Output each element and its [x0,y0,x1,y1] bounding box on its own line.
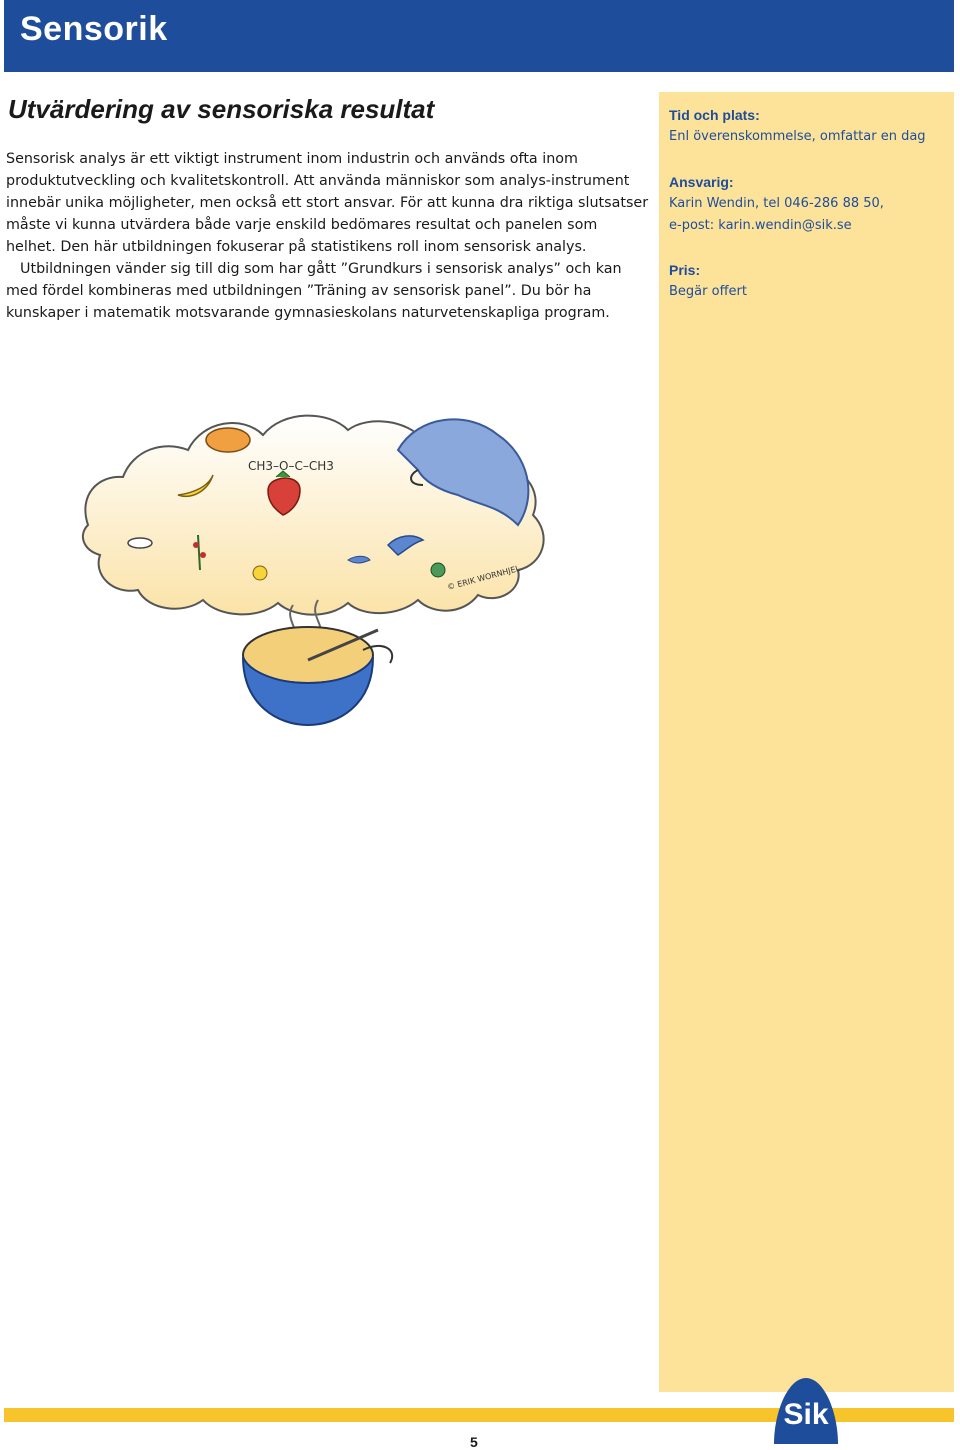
artist-signature: © ERIK WORNHJEL [446,563,521,592]
responsible-block [669,171,884,237]
info-sidebar [659,92,954,1392]
time-place-block [669,104,926,148]
section-heading: Utvärdering av sensoriska resultat [8,94,435,124]
responsible-contact: Karin Wendin, tel 046-286 88 50, [669,196,884,211]
sik-logo [770,1372,842,1444]
price-label: Pris: [669,262,701,278]
paragraph-prerequisites: Utbildningen vänder sig till dig som har gått ”Grundkurs i sensorisk analys” och kan med fördel kombineras med utbildningen ”Träning av sensorisk panel”. Du bör ha kunskaper i matematik motsvarande gymnasieskolans naturvetenskapliga program. [6,261,622,321]
chemical-formula: CH3–O–C–CH3 [248,459,334,473]
sensory-cloud-illustration [78,395,558,745]
price-block [669,259,747,303]
page-title: Sensorik [20,10,168,48]
header-bar [4,0,954,72]
body-text [6,148,651,324]
responsible-email[interactable]: e-post: karin.wendin@sik.se [669,218,852,233]
responsible-label: Ansvarig: [669,174,734,190]
time-place-value: Enl överenskommelse, omfattar en dag [669,129,926,144]
flower-icon [253,566,267,580]
cup-icon [128,538,152,548]
price-value: Begär offert [669,284,747,299]
page-number: 5 [470,1434,478,1450]
time-place-label: Tid och plats: [669,107,760,123]
ball-icon [431,563,445,577]
paragraph-intro: Sensorisk analys är ett viktigt instrument inom industrin och används ofta inom produktutveckling och kvalitetskontroll. Att använda människor som analys-instrument innebär unika möjligheter, men också ett stort ansvar. För att kunna dra riktiga slutsatser måste vi kunna utvärdera både varje enskild bedömares resultat och panelen som helhet. Den här utbildningen fokuserar på statistikens roll inom sensorisk analys. [6,151,649,255]
svg-text:Sik: Sik [783,1398,829,1431]
chicken-icon [206,428,250,452]
